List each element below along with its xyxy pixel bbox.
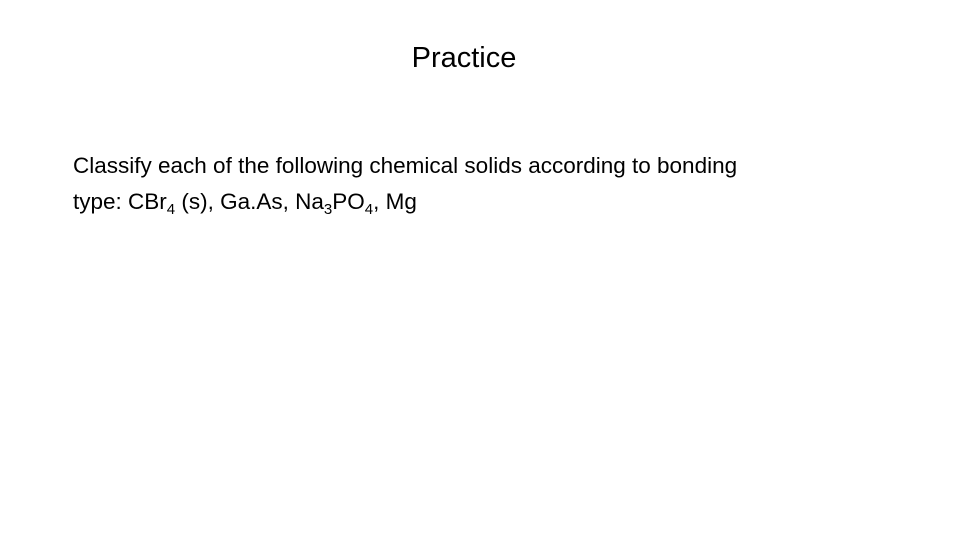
question-line-1: Classify each of the following chemical solids according to bonding <box>73 153 738 178</box>
subscript-po4: 4 <box>364 201 374 218</box>
compound-tail-text: , Mg <box>373 189 417 214</box>
slide-title: Practice <box>411 42 517 74</box>
subscript-cbr4: 4 <box>166 201 176 218</box>
question-line-2 <box>73 184 873 220</box>
slide-body <box>73 148 873 220</box>
question-lead-text: type: CBr <box>73 189 167 214</box>
phosphate-text: PO <box>332 189 365 214</box>
subscript-na3: 3 <box>323 201 333 218</box>
compound-list-text: (s), Ga.As, Na <box>175 189 324 214</box>
